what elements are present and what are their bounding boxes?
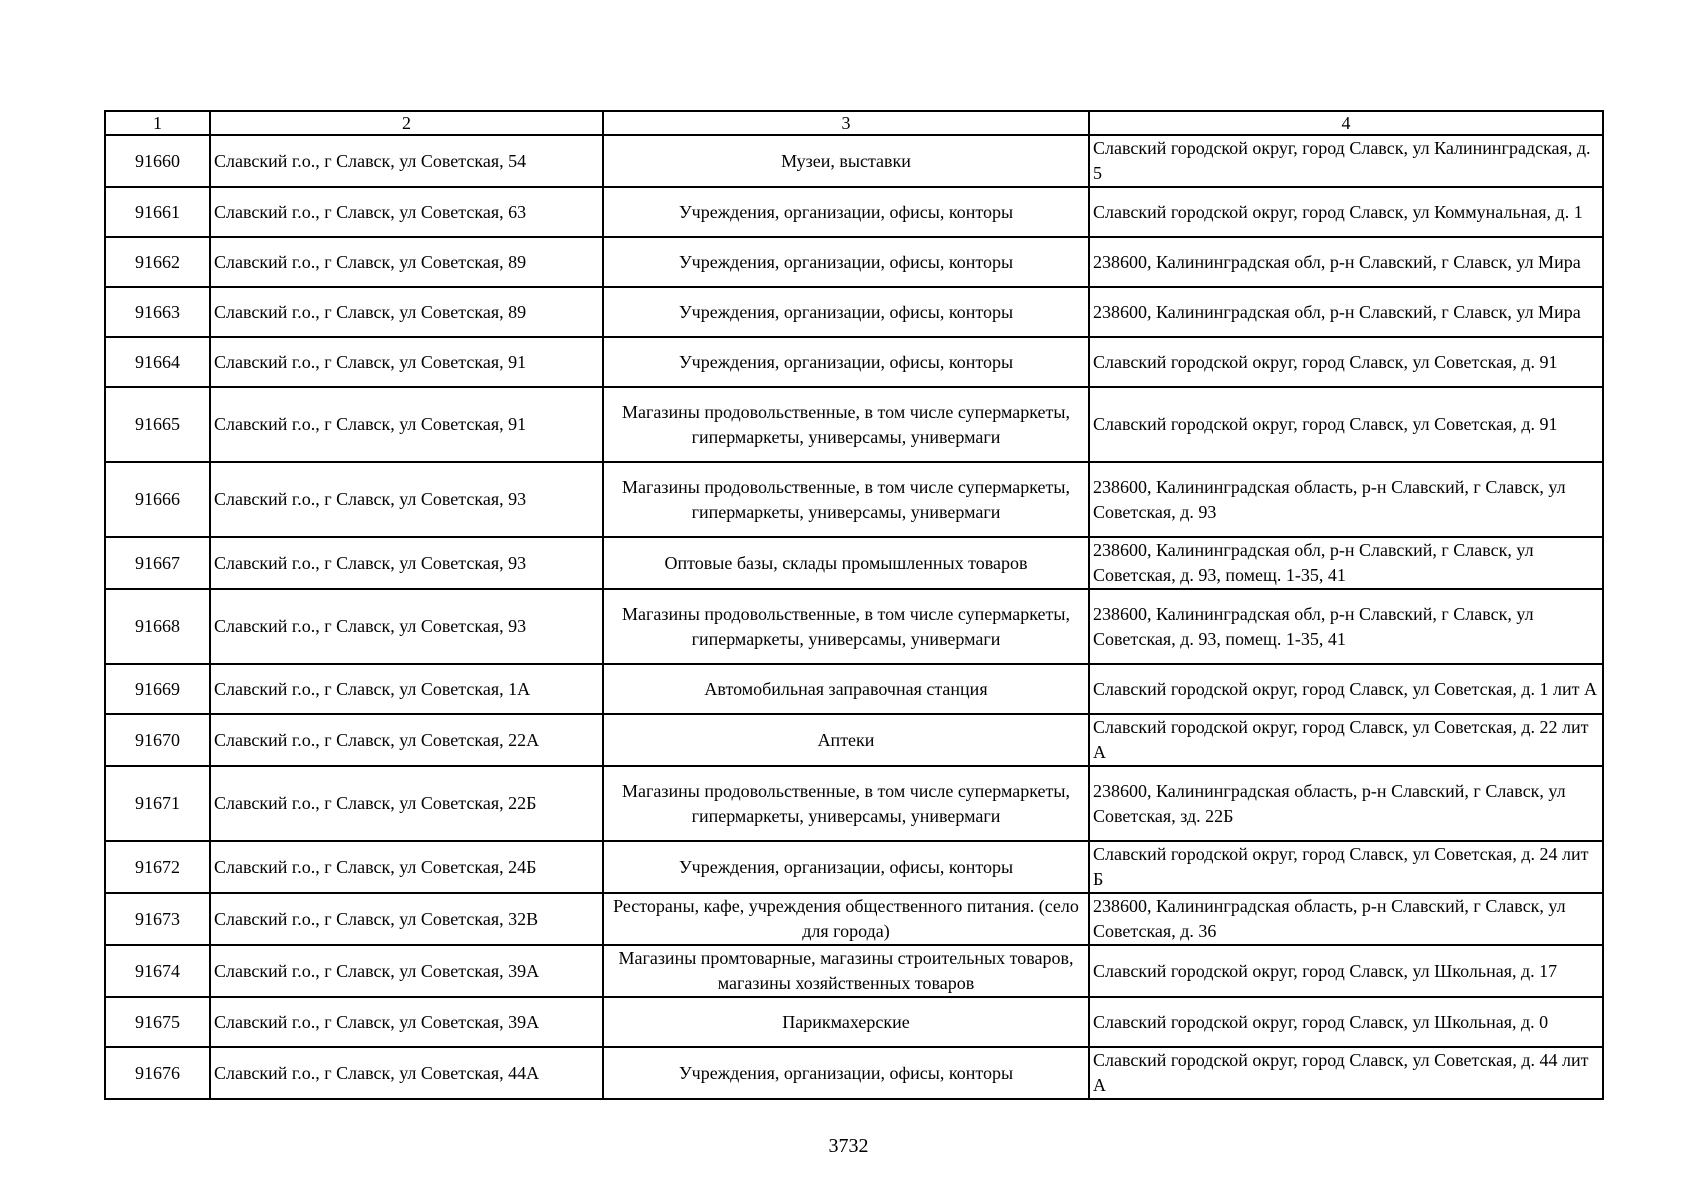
page-number: 3732	[828, 1135, 869, 1157]
registry-table	[104, 110, 1604, 1100]
object-address: Славский г.о., г Славск, ул Советская, 63	[210, 187, 603, 237]
object-address: Славский г.о., г Славск, ул Советская, 32В	[210, 893, 603, 945]
column-header-4: 4	[1089, 111, 1603, 135]
column-header-3: 3	[603, 111, 1089, 135]
object-category: Магазины продовольственные, в том числе супермаркеты, гипермаркеты, универсамы, универмаги	[603, 387, 1089, 462]
object-category: Магазины продовольственные, в том числе супермаркеты, гипермаркеты, универсамы, универмаги	[603, 766, 1089, 841]
object-address: Славский г.о., г Славск, ул Советская, 22А	[210, 714, 603, 766]
object-location: 238600, Калининградская область, р-н Славский, г Славск, ул Советская, зд. 22Б	[1089, 766, 1603, 841]
table-row	[105, 766, 1603, 841]
object-category: Учреждения, организации, офисы, конторы	[603, 187, 1089, 237]
object-location: 238600, Калининградская область, р-н Славский, г Славск, ул Советская, д. 36	[1089, 893, 1603, 945]
table-row	[105, 537, 1603, 589]
table-row	[105, 287, 1603, 337]
object-location: Славский городской округ, город Славск, ул Советская, д. 22 лит А	[1089, 714, 1603, 766]
table-row	[105, 714, 1603, 766]
object-category: Автомобильная заправочная станция	[603, 664, 1089, 714]
row-number: 91663	[105, 287, 210, 337]
object-address: Славский г.о., г Славск, ул Советская, 93	[210, 462, 603, 537]
object-category: Учреждения, организации, офисы, конторы	[603, 337, 1089, 387]
object-address: Славский г.о., г Славск, ул Советская, 89	[210, 287, 603, 337]
table-row	[105, 841, 1603, 893]
object-address: Славский г.о., г Славск, ул Советская, 91	[210, 337, 603, 387]
object-category: Учреждения, организации, офисы, конторы	[603, 1047, 1089, 1099]
row-number: 91668	[105, 589, 210, 664]
row-number: 91670	[105, 714, 210, 766]
object-category: Рестораны, кафе, учреждения общественного питания. (село для города)	[603, 893, 1089, 945]
object-category: Учреждения, организации, офисы, конторы	[603, 237, 1089, 287]
object-category: Музеи, выставки	[603, 135, 1089, 187]
object-location: 238600, Калининградская обл, р-н Славский, г Славск, ул Мира	[1089, 237, 1603, 287]
object-category: Магазины продовольственные, в том числе супермаркеты, гипермаркеты, универсамы, универмаги	[603, 462, 1089, 537]
object-location: 238600, Калининградская область, р-н Славский, г Славск, ул Советская, д. 93	[1089, 462, 1603, 537]
object-location: 238600, Калининградская обл, р-н Славский, г Славск, ул Мира	[1089, 287, 1603, 337]
object-category: Парикмахерские	[603, 997, 1089, 1047]
row-number: 91676	[105, 1047, 210, 1099]
table-row	[105, 945, 1603, 997]
object-address: Славский г.о., г Славск, ул Советская, 93	[210, 537, 603, 589]
object-address: Славский г.о., г Славск, ул Советская, 93	[210, 589, 603, 664]
row-number: 91665	[105, 387, 210, 462]
table-row	[105, 187, 1603, 237]
object-location: Славский городской округ, город Славск, ул Коммунальная, д. 1	[1089, 187, 1603, 237]
row-number: 91675	[105, 997, 210, 1047]
header-row	[105, 111, 1603, 135]
object-location: Славский городской округ, город Славск, ул Советская, д. 91	[1089, 387, 1603, 462]
object-address: Славский г.о., г Славск, ул Советская, 91	[210, 387, 603, 462]
column-header-1: 1	[105, 111, 210, 135]
table-row	[105, 337, 1603, 387]
row-number: 91662	[105, 237, 210, 287]
object-location: Славский городской округ, город Славск, ул Калининградская, д. 5	[1089, 135, 1603, 187]
object-location: Славский городской округ, город Славск, ул Советская, д. 91	[1089, 337, 1603, 387]
object-address: Славский г.о., г Славск, ул Советская, 22Б	[210, 766, 603, 841]
table-row	[105, 387, 1603, 462]
object-address: Славский г.о., г Славск, ул Советская, 39А	[210, 997, 603, 1047]
object-address: Славский г.о., г Славск, ул Советская, 24Б	[210, 841, 603, 893]
table-row	[105, 893, 1603, 945]
object-location: Славский городской округ, город Славск, ул Школьная, д. 0	[1089, 997, 1603, 1047]
row-number: 91671	[105, 766, 210, 841]
table-row	[105, 237, 1603, 287]
object-category: Учреждения, организации, офисы, конторы	[603, 287, 1089, 337]
object-address: Славский г.о., г Славск, ул Советская, 1А	[210, 664, 603, 714]
object-location: 238600, Калининградская обл, р-н Славский, г Славск, ул Советская, д. 93, помещ. 1-35, 41	[1089, 537, 1603, 589]
table-row	[105, 135, 1603, 187]
object-category: Учреждения, организации, офисы, конторы	[603, 841, 1089, 893]
object-location: 238600, Калининградская обл, р-н Славский, г Славск, ул Советская, д. 93, помещ. 1-35, 41	[1089, 589, 1603, 664]
object-category: Магазины продовольственные, в том числе супермаркеты, гипермаркеты, универсамы, универмаги	[603, 589, 1089, 664]
row-number: 91674	[105, 945, 210, 997]
object-location: Славский городской округ, город Славск, ул Советская, д. 44 лит А	[1089, 1047, 1603, 1099]
table-row	[105, 589, 1603, 664]
object-category: Магазины промтоварные, магазины строительных товаров, магазины хозяйственных товаров	[603, 945, 1089, 997]
row-number: 91666	[105, 462, 210, 537]
column-header-2: 2	[210, 111, 603, 135]
object-category: Аптеки	[603, 714, 1089, 766]
row-number: 91673	[105, 893, 210, 945]
table-row	[105, 997, 1603, 1047]
object-address: Славский г.о., г Славск, ул Советская, 44А	[210, 1047, 603, 1099]
object-category: Оптовые базы, склады промышленных товаров	[603, 537, 1089, 589]
table-row	[105, 462, 1603, 537]
row-number: 91669	[105, 664, 210, 714]
table-row	[105, 664, 1603, 714]
row-number: 91667	[105, 537, 210, 589]
row-number: 91664	[105, 337, 210, 387]
object-location: Славский городской округ, город Славск, ул Советская, д. 1 лит А	[1089, 664, 1603, 714]
object-address: Славский г.о., г Славск, ул Советская, 54	[210, 135, 603, 187]
table-row	[105, 1047, 1603, 1099]
row-number: 91661	[105, 187, 210, 237]
object-address: Славский г.о., г Славск, ул Советская, 89	[210, 237, 603, 287]
row-number: 91672	[105, 841, 210, 893]
object-address: Славский г.о., г Славск, ул Советская, 39А	[210, 945, 603, 997]
row-number: 91660	[105, 135, 210, 187]
object-location: Славский городской округ, город Славск, ул Школьная, д. 17	[1089, 945, 1603, 997]
object-location: Славский городской округ, город Славск, ул Советская, д. 24 лит Б	[1089, 841, 1603, 893]
